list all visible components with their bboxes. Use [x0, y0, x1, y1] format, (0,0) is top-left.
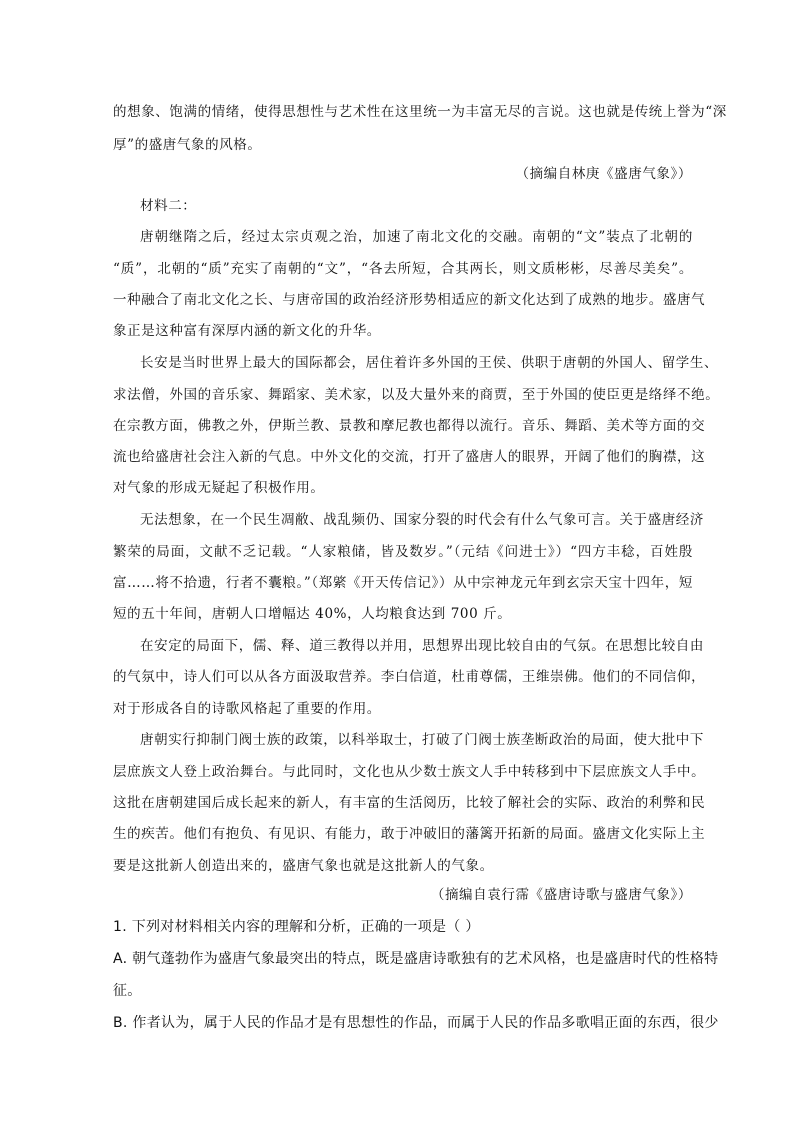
text-line: 的气氛中，诗人们可以从各方面汲取营养。李白信道，杜甫尊儒，王维崇佛。他们的不同信仰，: [113, 669, 706, 685]
text-line: 在安定的局面下，儒、释、道三教得以并用，思想界出现比较自由的气氛。在思想比较自由: [140, 638, 704, 654]
source-citation: （摘编自袁行霈《盛唐诗歌与盛唐气象》）: [430, 887, 692, 903]
option-b-text: B. 作者认为，属于人民的作品才是有思想性的作品，而属于人民的作品多歌唱正面的东西，很少: [113, 1015, 719, 1031]
option-a-text: 征。: [113, 983, 142, 999]
text-line: 富……将不拾遗，行者不囊粮。”（郑綮《开天传信记》）从中宗神龙元年到玄宗天宝十四年，短: [113, 575, 693, 591]
text-line: 在宗教方面，佛教之外，伊斯兰教、景教和摩尼教也都得以流行。音乐、舞蹈、美术等方面的交: [113, 418, 706, 434]
text-line: 层庶族文人登上政治舞台。与此同时，文化也从少数士族文人手中转移到中下层庶族文人手中。: [113, 764, 706, 780]
text-line: 象正是这种富有深厚内涵的新文化的升华。: [113, 323, 381, 339]
text-line: 对气象的形成无疑起了积极作用。: [113, 480, 325, 496]
text-line: 厚”的盛唐气象的风格。: [113, 137, 262, 153]
text-line: “质”，北朝的“质”充实了南朝的“文”，“各去所短，合其两长，则文质彬彬，尽善尽美矣”。: [113, 261, 693, 277]
section-label: 材料二：: [140, 198, 197, 214]
text-line: 这批在唐朝建国后成长起来的新人，有丰富的生活阅历，比较了解社会的实际、政治的利弊和民: [113, 795, 706, 811]
option-a-text: A. 朝气蓬勃作为盛唐气象最突出的特点，既是盛唐诗歌独有的艺术风格，也是盛唐时代的性格特: [113, 951, 719, 967]
question-stem: 1. 下列对材料相关内容的理解和分析，正确的一项是（ ）: [113, 919, 480, 935]
source-citation: （摘编自林庚《盛唐气象》）: [515, 166, 692, 182]
text-line: 要是这批新人创造出来的，盛唐气象也就是这批新人的气象。: [113, 858, 494, 874]
text-line: 生的疾苦。他们有抱负、有见识、有能力，敢于冲破旧的藩篱开拓新的局面。盛唐文化实际上主: [113, 826, 706, 842]
text-line: 长安是当时世界上最大的国际都会，居住着许多外国的王侯、供职于唐朝的外国人、留学生、: [140, 355, 719, 371]
text-line: 无法想象，在一个民生凋敝、战乱频仍、国家分裂的时代会有什么气象可言。关于盛唐经济: [140, 512, 704, 528]
text-line: 唐朝继隋之后，经过太宗贞观之治，加速了南北文化的交融。南朝的“文”装点了北朝的: [140, 229, 693, 245]
text-line: 的想象、饱满的情绪，使得思想性与艺术性在这里统一为丰富无尽的言说。这也就是传统上誉为“深: [113, 104, 727, 120]
text-line: 繁荣的局面，文献不乏记载。“人家粮储，皆及数岁。”（元结《问进士》）“四方丰稔，百姓殷: [113, 544, 693, 560]
text-line: 短的五十年间，唐朝人口增幅达 40%，人均粮食达到 700 斤。: [113, 606, 512, 622]
text-line: 求法僧，外国的音乐家、舞蹈家、美术家，以及大量外来的商贾，至于外国的使臣更是络绎不绝。: [113, 387, 720, 403]
text-line: 一种融合了南北文化之长、与唐帝国的政治经济形势相适应的新文化达到了成熟的地步。盛唐气: [113, 292, 706, 308]
text-line: 流也给盛唐社会注入新的气息。中外文化的交流，打开了盛唐人的眼界，开阔了他们的胸襟，这: [113, 449, 706, 465]
text-line: 唐朝实行抑制门阀士族的政策，以科举取士，打破了门阀士族垄断政治的局面，使大批中下: [140, 732, 704, 748]
text-line: 对于形成各自的诗歌风格起了重要的作用。: [113, 701, 381, 717]
